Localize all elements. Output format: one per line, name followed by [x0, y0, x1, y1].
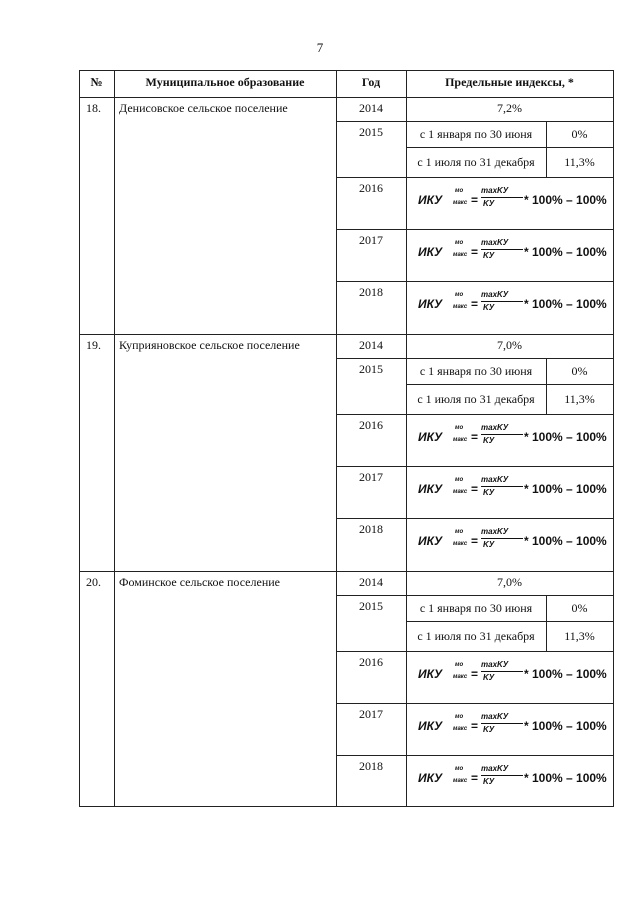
formula-fraction-bar [481, 671, 523, 672]
year-2015: 2015 [359, 362, 383, 376]
formula-2016 [407, 659, 615, 685]
formula-2017 [407, 711, 615, 737]
formula-rest: * 100% – 100% [524, 719, 607, 733]
header-indices: Предельные индексы, * [445, 75, 574, 89]
formula-equals: = [471, 482, 479, 496]
formula-equals: = [471, 667, 479, 681]
half-year-2-label: с 1 июля по 31 декабря [417, 155, 535, 169]
formula-rest: * 100% – 100% [524, 245, 607, 259]
formula-denominator: KУ [483, 251, 495, 260]
municipality-name: Фоминское сельское поселение [119, 575, 280, 589]
half-year-2-value: 11,3% [564, 392, 595, 406]
index-2014-value: 7,2% [497, 101, 522, 115]
row-number: 20. [86, 575, 101, 589]
formula-lhs: ИКУ [418, 245, 443, 259]
formula-2018 [407, 763, 615, 789]
formula-2017 [407, 237, 615, 263]
formula-lhs-sup: мо [455, 292, 464, 298]
year-rule [336, 518, 613, 519]
formula-fraction-bar [481, 538, 523, 539]
formula-fraction-bar [481, 486, 523, 487]
municipality-name: Куприяновское сельское поселение [119, 338, 300, 352]
half-year-1-value: 0% [571, 601, 588, 615]
formula-fraction-bar [481, 775, 523, 776]
formula-2016 [407, 185, 615, 211]
year-rule [336, 229, 613, 230]
formula-denominator: KУ [483, 436, 495, 445]
half-year-rule [406, 621, 613, 622]
formula-equals: = [471, 771, 479, 785]
formula-numerator: maxKУ [481, 712, 509, 721]
half-year-2-value: 11,3% [564, 155, 595, 169]
year-2014: 2014 [359, 101, 383, 115]
formula-numerator: maxKУ [481, 527, 509, 536]
formula-numerator: maxKУ [481, 238, 509, 247]
year-rule [336, 414, 613, 415]
formula-denominator: KУ [483, 540, 495, 549]
formula-fraction-bar [481, 197, 523, 198]
half-year-2-label: с 1 июля по 31 декабря [417, 392, 535, 406]
formula-lhs-sup: мо [455, 714, 464, 720]
formula-lhs-sub: макс [453, 252, 468, 258]
formula-lhs-sup: мо [455, 662, 464, 668]
year-2017: 2017 [359, 233, 383, 247]
formula-equals: = [471, 534, 479, 548]
year-2017: 2017 [359, 470, 383, 484]
formula-fraction-bar [481, 249, 523, 250]
formula-denominator: KУ [483, 777, 495, 786]
formula-fraction-bar [481, 301, 523, 302]
formula-numerator: maxKУ [481, 290, 509, 299]
year-rule [336, 358, 613, 359]
formula-fraction-bar [481, 434, 523, 435]
formula-lhs-sup: мо [455, 529, 464, 535]
half-year-2-label: с 1 июля по 31 декабря [417, 629, 535, 643]
year-2018: 2018 [359, 285, 383, 299]
formula-rest: * 100% – 100% [524, 430, 607, 444]
formula-lhs-sub: макс [453, 726, 468, 732]
table-top-border [79, 70, 614, 71]
formula-lhs-sub: макс [453, 778, 468, 784]
formula-denominator: KУ [483, 725, 495, 734]
formula-lhs: ИКУ [418, 430, 443, 444]
half-year-rule [406, 147, 613, 148]
formula-lhs-sub: макс [453, 304, 468, 310]
formula-lhs-sup: мо [455, 766, 464, 772]
formula-lhs: ИКУ [418, 719, 443, 733]
formula-denominator: KУ [483, 303, 495, 312]
index-2014-value: 7,0% [497, 575, 522, 589]
half-year-1-label: с 1 января по 30 июня [419, 601, 533, 615]
year-rule [336, 281, 613, 282]
formula-lhs-sub: макс [453, 674, 468, 680]
formula-equals: = [471, 719, 479, 733]
formula-rest: * 100% – 100% [524, 297, 607, 311]
col-rule-number [114, 70, 115, 807]
index-2014-value: 7,0% [497, 338, 522, 352]
formula-numerator: maxKУ [481, 186, 509, 195]
formula-2018 [407, 526, 615, 552]
year-rule [336, 177, 613, 178]
formula-lhs: ИКУ [418, 297, 443, 311]
half-year-1-value: 0% [571, 127, 588, 141]
year-rule [336, 466, 613, 467]
formula-lhs-sup: мо [455, 425, 464, 431]
year-rule [336, 651, 613, 652]
formula-rest: * 100% – 100% [524, 771, 607, 785]
formula-numerator: maxKУ [481, 764, 509, 773]
formula-2018 [407, 289, 615, 315]
year-2018: 2018 [359, 759, 383, 773]
municipality-name: Денисовское сельское поселение [119, 101, 288, 115]
half-year-2-value: 11,3% [564, 629, 595, 643]
formula-numerator: maxKУ [481, 475, 509, 484]
table-bottom-border [79, 806, 614, 807]
year-2015: 2015 [359, 599, 383, 613]
formula-rest: * 100% – 100% [524, 193, 607, 207]
formula-lhs-sub: макс [453, 489, 468, 495]
formula-lhs-sub: макс [453, 200, 468, 206]
year-2018: 2018 [359, 522, 383, 536]
year-2017: 2017 [359, 707, 383, 721]
formula-lhs-sub: макс [453, 541, 468, 547]
formula-rest: * 100% – 100% [524, 667, 607, 681]
half-year-1-label: с 1 января по 30 июня [419, 127, 533, 141]
year-rule [336, 595, 613, 596]
formula-lhs-sup: мо [455, 240, 464, 246]
formula-lhs: ИКУ [418, 771, 443, 785]
page-number: 7 [316, 40, 324, 55]
year-2014: 2014 [359, 338, 383, 352]
half-year-1-value: 0% [571, 364, 588, 378]
half-year-rule [406, 384, 613, 385]
row-separator [79, 334, 614, 335]
formula-equals: = [471, 193, 479, 207]
formula-2017 [407, 474, 615, 500]
formula-lhs: ИКУ [418, 534, 443, 548]
header-bottom-border [79, 97, 614, 98]
row-separator [79, 571, 614, 572]
year-2015: 2015 [359, 125, 383, 139]
header-year: Год [361, 75, 381, 89]
formula-denominator: KУ [483, 488, 495, 497]
formula-2016 [407, 422, 615, 448]
formula-numerator: maxKУ [481, 423, 509, 432]
year-rule [336, 121, 613, 122]
formula-lhs-sup: мо [455, 188, 464, 194]
formula-numerator: maxKУ [481, 660, 509, 669]
year-rule [336, 703, 613, 704]
year-2016: 2016 [359, 418, 383, 432]
table-left-border [79, 70, 80, 807]
formula-equals: = [471, 245, 479, 259]
year-2016: 2016 [359, 181, 383, 195]
formula-lhs: ИКУ [418, 193, 443, 207]
year-2014: 2014 [359, 575, 383, 589]
formula-lhs-sup: мо [455, 477, 464, 483]
formula-denominator: KУ [483, 199, 495, 208]
formula-lhs: ИКУ [418, 667, 443, 681]
formula-fraction-bar [481, 723, 523, 724]
formula-equals: = [471, 430, 479, 444]
formula-lhs-sub: макс [453, 437, 468, 443]
formula-denominator: KУ [483, 673, 495, 682]
row-number: 18. [86, 101, 101, 115]
year-rule [336, 755, 613, 756]
header-number: № [90, 75, 103, 89]
formula-rest: * 100% – 100% [524, 534, 607, 548]
formula-rest: * 100% – 100% [524, 482, 607, 496]
header-municipality: Муниципальное образование [145, 75, 305, 89]
half-year-1-label: с 1 января по 30 июня [419, 364, 533, 378]
formula-equals: = [471, 297, 479, 311]
row-number: 19. [86, 338, 101, 352]
year-2016: 2016 [359, 655, 383, 669]
formula-lhs: ИКУ [418, 482, 443, 496]
